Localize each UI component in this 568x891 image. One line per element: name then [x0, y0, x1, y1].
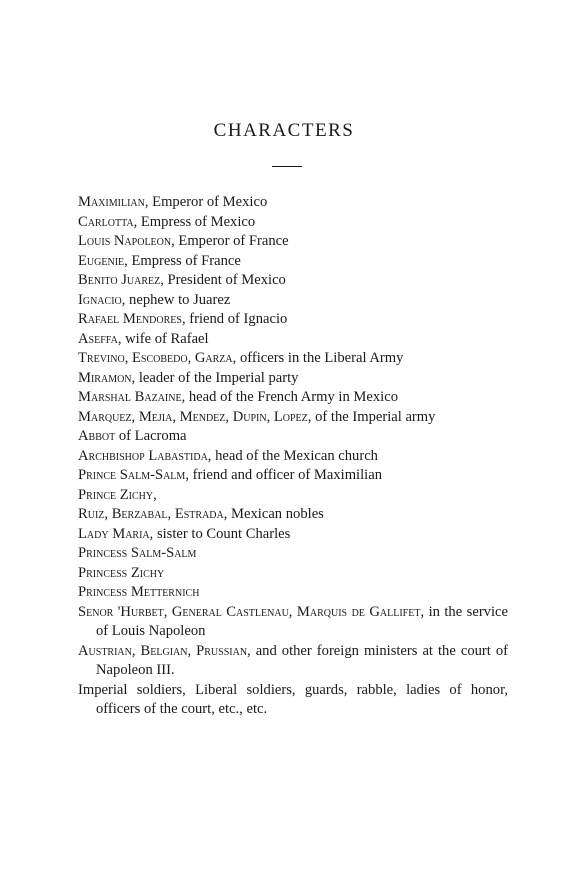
character-entry: [78, 310, 508, 330]
character-description: , Empress of France: [124, 252, 241, 269]
character-entry: [78, 603, 508, 642]
character-name: Carlotta: [78, 213, 134, 230]
character-description: , wife of Rafael: [117, 330, 209, 347]
character-entry: [78, 252, 508, 272]
character-description: ,: [153, 486, 157, 503]
character-name: Princess Zichy: [78, 564, 165, 581]
character-entry: [78, 427, 508, 447]
character-entry: [78, 271, 508, 291]
character-name: Ignacio: [78, 291, 122, 308]
character-description: , and other foreign ministers at the court of Napoleon III.: [96, 642, 508, 678]
character-description: , friend and officer of Maximilian: [185, 467, 382, 483]
character-entry: [78, 330, 508, 350]
character-name: Rafael Mendores: [78, 311, 182, 327]
character-name: Princess Metternich: [78, 584, 200, 600]
character-name: Prince Salm-Salm: [78, 467, 186, 483]
character-entry: [78, 525, 508, 545]
character-entry: [78, 466, 508, 486]
character-name: Prince Zichy: [78, 486, 154, 503]
character-description: , head of the Mexican church: [207, 447, 378, 464]
character-description: , of the Imperial army: [307, 408, 436, 425]
character-entry: [78, 193, 508, 213]
character-description: , Empress of Mexico: [133, 213, 256, 230]
character-entry: [78, 388, 508, 408]
character-description: of Lacroma: [115, 428, 187, 444]
character-entry: [78, 408, 508, 428]
character-description: , in the service of Louis Napoleon: [96, 603, 508, 639]
character-entry: [78, 447, 508, 467]
character-entry: [78, 505, 508, 525]
character-description: , leader of the Imperial party: [131, 369, 299, 386]
character-name: Louis Napoleon: [78, 233, 172, 249]
character-entry: [78, 232, 508, 252]
character-entry: [78, 642, 508, 681]
character-description: , President of Mexico: [160, 272, 286, 288]
character-entry: [78, 544, 508, 564]
character-name: Marquez, Mejia, Mendez, Dupin, Lopez: [78, 408, 308, 425]
character-entry: [78, 213, 508, 233]
character-description: , friend of Ignacio: [181, 311, 288, 327]
character-name: Maximilian: [78, 194, 145, 210]
character-name: Ruiz, Berzabal, Estrada: [78, 506, 224, 522]
character-description: , Emperor of Mexico: [144, 194, 268, 210]
character-name: Marshal Bazaine: [78, 389, 182, 405]
character-name: Senor 'Hurbet, General Castlenau, Marquis de Gallifet: [78, 603, 421, 620]
character-name: Austrian, Belgian, Prussian: [78, 642, 248, 659]
character-description: , nephew to Juarez: [121, 291, 231, 308]
character-name: Archbishop Labastida: [78, 447, 208, 464]
character-name: Miramon: [78, 369, 132, 386]
character-name: Abbot: [78, 428, 116, 444]
character-name: Lady Maria: [78, 525, 150, 542]
character-name: Princess Salm-Salm: [78, 545, 197, 561]
character-name: Benito Juarez: [78, 272, 161, 288]
character-description: , head of the French Army in Mexico: [181, 389, 398, 405]
character-description: Imperial soldiers, Liberal soldiers, guards, rabble, ladies of honor, officers of the court, etc., etc.: [78, 681, 508, 717]
character-entry: [78, 486, 508, 506]
character-entry: [78, 349, 508, 369]
heading-rule: [272, 166, 302, 167]
character-description: , Emperor of France: [171, 233, 289, 249]
page-heading: CHARACTERS: [213, 120, 355, 141]
character-list: [78, 193, 508, 720]
character-name: Aseffa: [78, 330, 118, 347]
character-name: Trevino, Escobedo, Garza: [78, 350, 233, 366]
character-entry: [78, 291, 508, 311]
character-description: , sister to Count Charles: [149, 525, 291, 542]
character-entry: [78, 681, 508, 720]
character-entry: [78, 564, 508, 584]
character-description: , officers in the Liberal Army: [232, 350, 404, 366]
character-entry: [78, 369, 508, 389]
character-description: , Mexican nobles: [223, 506, 324, 522]
character-name: Eugenie: [78, 252, 125, 269]
character-entry: [78, 583, 508, 603]
